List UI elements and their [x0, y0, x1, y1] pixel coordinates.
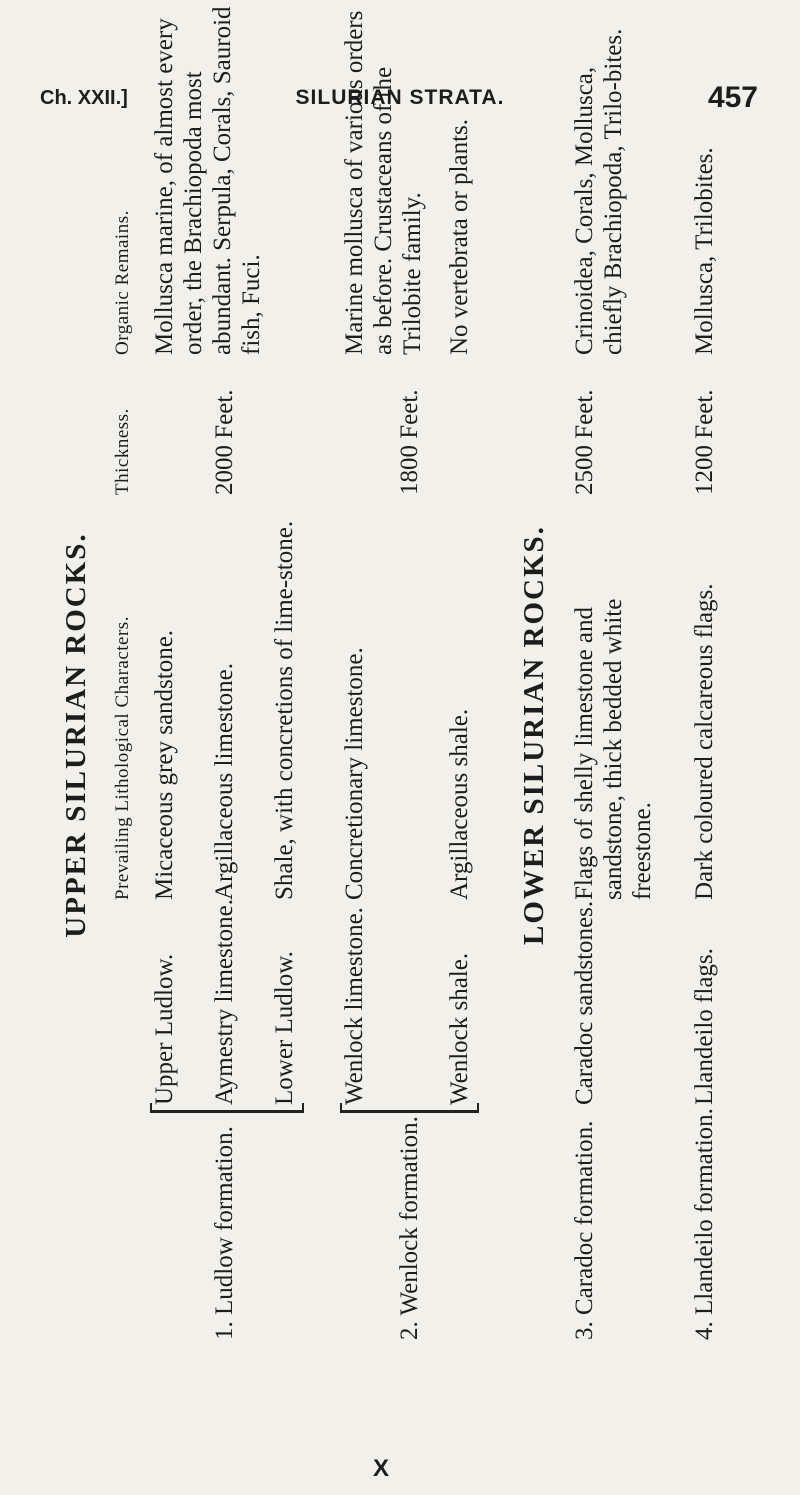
organic-remains-wenlock: Marine mollusca of various orders as before. Crustaceans of the Trilobite family. [341, 10, 426, 355]
stratum-lithology: Shale, with concretions of lime-stone. [271, 520, 298, 900]
stratum-name: Lower Ludlow. [271, 951, 298, 1105]
stratum-name: Wenlock shale. [446, 952, 473, 1105]
thickness-wenlock: 1800 Feet. [396, 389, 423, 495]
stratum-lithology: Argillaceous shale. [446, 708, 473, 900]
thickness-heading: Thickness. [112, 408, 133, 495]
stratum-lithology: Argillaceous limestone. [211, 663, 238, 900]
running-title: SILURIAN STRATA. [295, 86, 505, 109]
thickness-caradoc: 2500 Feet. [571, 389, 598, 495]
organic-remains-ludlow: Mollusca marine, of almost every order, the Brachiopoda most abundant. Serpula, Corals, Sauroid fish, Fuci. [151, 6, 265, 355]
signature-mark: X [373, 1455, 390, 1482]
organic-remains-caradoc: Crinoidea, Corals, Mollusca, chiefly Brachiopoda, Trilo-bites. [571, 28, 627, 355]
formation-ludlow: 1. Ludlow formation. [211, 1126, 238, 1340]
thickness-ludlow: 2000 Feet. [211, 389, 238, 495]
stratum-lithology: Micaceous grey sandstone. [151, 629, 178, 900]
organic-remains-wenlock-2: No vertebrata or plants. [446, 118, 473, 355]
formation-wenlock: 2. Wenlock formation. [396, 1116, 423, 1340]
ludlow-brace [150, 1103, 304, 1113]
stratum-name: Caradoc sandstones. [571, 900, 598, 1105]
lithology-heading: Prevailing Lithological Characters. [112, 616, 133, 900]
stratum-name: Upper Ludlow. [151, 953, 178, 1105]
stratum-name: Aymestry limestone. [211, 898, 238, 1105]
lower-silurian-title: LOWER SILURIAN ROCKS. [518, 525, 550, 945]
stratum-lithology: Concretionary limestone. [341, 647, 368, 900]
thickness-llandeilo: 1200 Feet. [691, 389, 718, 495]
stratum-name: Llandeilo flags. [691, 948, 718, 1105]
organic-heading: Organic Remains. [112, 210, 133, 355]
upper-silurian-title: UPPER SILURIAN ROCKS. [60, 532, 92, 938]
formation-llandeilo: 4. Llandeilo formation. [691, 1108, 718, 1340]
page-number: 457 [707, 81, 758, 114]
stratum-name: Wenlock limestone. [341, 907, 368, 1105]
chapter-label: Ch. XXII.] [40, 87, 128, 109]
formation-caradoc: 3. Caradoc formation. [571, 1120, 598, 1340]
wenlock-brace [340, 1103, 479, 1113]
stratum-lithology: Flags of shelly limestone and sandstone, thick bedded white freestone. [571, 598, 656, 900]
stratum-lithology: Dark coloured calcareous flags. [691, 583, 718, 900]
organic-remains-llandeilo: Mollusca, Trilobites. [691, 147, 718, 355]
